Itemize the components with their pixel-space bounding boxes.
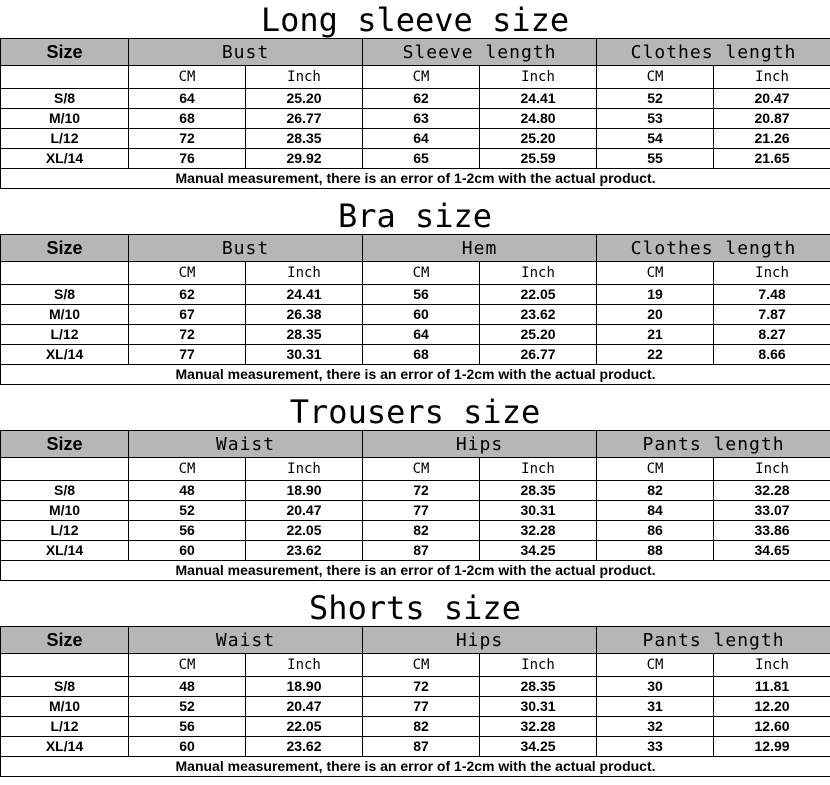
measure-value: 62 — [129, 285, 246, 305]
section-bra-size — [0, 196, 830, 392]
measure-value: 48 — [129, 677, 246, 697]
table-row — [1, 677, 830, 697]
size-column-header: Size — [1, 39, 129, 66]
measure-value: 30 — [597, 677, 714, 697]
measure-value: 72 — [129, 325, 246, 345]
measure-header-waist: Waist — [129, 627, 363, 654]
measure-value: 84 — [597, 501, 714, 521]
unit-inch: Inch — [714, 458, 830, 481]
size-label: L/12 — [1, 521, 129, 541]
section-title: Shorts size — [309, 589, 521, 627]
table-row — [1, 345, 830, 365]
size-table — [0, 430, 830, 581]
measure-value: 64 — [363, 129, 480, 149]
measure-value: 54 — [597, 129, 714, 149]
measure-value: 24.41 — [480, 89, 597, 109]
measure-value: 20.47 — [714, 89, 830, 109]
table-row — [1, 481, 830, 501]
unit-cm: CM — [363, 66, 480, 89]
size-column-header: Size — [1, 627, 129, 654]
unit-inch: Inch — [480, 458, 597, 481]
measure-value: 63 — [363, 109, 480, 129]
measure-value: 24.80 — [480, 109, 597, 129]
table-row — [1, 541, 830, 561]
measurement-note: Manual measurement, there is an error of 1-2cm with the actual product. — [1, 561, 830, 581]
measure-value: 22.05 — [246, 717, 363, 737]
unit-inch: Inch — [480, 66, 597, 89]
table-row — [1, 89, 830, 109]
measure-header-pants-length: Pants length — [597, 431, 830, 458]
measure-value: 77 — [129, 345, 246, 365]
measurement-note: Manual measurement, there is an error of 1-2cm with the actual product. — [1, 757, 830, 777]
measure-value: 29.92 — [246, 149, 363, 169]
unit-inch: Inch — [246, 458, 363, 481]
unit-cm: CM — [597, 66, 714, 89]
measure-value: 23.62 — [246, 737, 363, 757]
unit-cm: CM — [597, 458, 714, 481]
measure-value: 68 — [363, 345, 480, 365]
measure-value: 28.35 — [246, 129, 363, 149]
measure-header-hem: Hem — [363, 235, 597, 262]
measure-value: 12.99 — [714, 737, 830, 757]
size-label: S/8 — [1, 481, 129, 501]
measure-value: 11.81 — [714, 677, 830, 697]
measure-value: 20 — [597, 305, 714, 325]
measure-value: 21.65 — [714, 149, 830, 169]
note-row — [1, 757, 830, 777]
unit-inch: Inch — [714, 262, 830, 285]
measure-value: 21.26 — [714, 129, 830, 149]
measure-value: 32 — [597, 717, 714, 737]
size-label: S/8 — [1, 677, 129, 697]
unit-cm: CM — [129, 262, 246, 285]
measure-value: 12.20 — [714, 697, 830, 717]
units-row — [1, 458, 830, 481]
measure-value: 60 — [129, 737, 246, 757]
measure-value: 34.65 — [714, 541, 830, 561]
measure-value: 20.47 — [246, 697, 363, 717]
measure-value: 28.35 — [480, 677, 597, 697]
measure-value: 31 — [597, 697, 714, 717]
note-row — [1, 365, 830, 385]
unit-cm: CM — [363, 458, 480, 481]
unit-cm: CM — [597, 262, 714, 285]
measure-value: 33 — [597, 737, 714, 757]
size-label: XL/14 — [1, 149, 129, 169]
section-title: Long sleeve size — [260, 1, 570, 39]
unit-inch: Inch — [480, 654, 597, 677]
measure-value: 62 — [363, 89, 480, 109]
measure-value: 72 — [129, 129, 246, 149]
size-label: M/10 — [1, 305, 129, 325]
units-row-blank — [1, 262, 129, 285]
units-row-blank — [1, 654, 129, 677]
measure-value: 7.87 — [714, 305, 830, 325]
measure-header-waist: Waist — [129, 431, 363, 458]
measure-value: 86 — [597, 521, 714, 541]
table-row — [1, 285, 830, 305]
measure-value: 28.35 — [246, 325, 363, 345]
measure-value: 32.28 — [480, 717, 597, 737]
units-row — [1, 654, 830, 677]
table-row — [1, 737, 830, 757]
measure-value: 55 — [597, 149, 714, 169]
measure-value: 32.28 — [480, 521, 597, 541]
unit-inch: Inch — [714, 66, 830, 89]
measure-value: 22.05 — [480, 285, 597, 305]
measure-header-hips: Hips — [363, 627, 597, 654]
table-row — [1, 717, 830, 737]
table-header-row — [1, 39, 830, 66]
unit-inch: Inch — [246, 262, 363, 285]
measure-value: 56 — [129, 521, 246, 541]
measure-value: 87 — [363, 737, 480, 757]
section-trousers-size — [0, 392, 830, 588]
measure-value: 53 — [597, 109, 714, 129]
unit-cm: CM — [129, 654, 246, 677]
measure-value: 19 — [597, 285, 714, 305]
table-row — [1, 325, 830, 345]
measure-value: 8.66 — [714, 345, 830, 365]
table-row — [1, 129, 830, 149]
measure-value: 82 — [597, 481, 714, 501]
measure-header-bust: Bust — [129, 235, 363, 262]
measure-value: 60 — [363, 305, 480, 325]
units-row-blank — [1, 458, 129, 481]
measure-value: 65 — [363, 149, 480, 169]
size-label: M/10 — [1, 697, 129, 717]
table-row — [1, 149, 830, 169]
section-shorts-size — [0, 588, 830, 784]
measure-value: 28.35 — [480, 481, 597, 501]
measure-value: 23.62 — [246, 541, 363, 561]
size-label: XL/14 — [1, 737, 129, 757]
measure-value: 56 — [129, 717, 246, 737]
size-label: S/8 — [1, 89, 129, 109]
measure-value: 24.41 — [246, 285, 363, 305]
measure-value: 18.90 — [246, 677, 363, 697]
measure-value: 72 — [363, 481, 480, 501]
table-header-row — [1, 627, 830, 654]
units-row — [1, 262, 830, 285]
measure-value: 30.31 — [480, 501, 597, 521]
measure-value: 30.31 — [480, 697, 597, 717]
measure-value: 72 — [363, 677, 480, 697]
section-long-sleeve-size — [0, 0, 830, 196]
measure-value: 26.77 — [246, 109, 363, 129]
measure-value: 34.25 — [480, 737, 597, 757]
unit-cm: CM — [129, 458, 246, 481]
measure-header-bust: Bust — [129, 39, 363, 66]
size-column-header: Size — [1, 431, 129, 458]
measure-value: 68 — [129, 109, 246, 129]
measure-header-sleeve-length: Sleeve length — [363, 39, 597, 66]
measure-value: 25.20 — [480, 129, 597, 149]
size-label: XL/14 — [1, 345, 129, 365]
measure-value: 32.28 — [714, 481, 830, 501]
size-label: L/12 — [1, 129, 129, 149]
section-title: Trousers size — [289, 393, 541, 431]
table-row — [1, 109, 830, 129]
size-label: L/12 — [1, 325, 129, 345]
measure-value: 87 — [363, 541, 480, 561]
measure-value: 33.86 — [714, 521, 830, 541]
unit-inch: Inch — [246, 66, 363, 89]
measure-value: 82 — [363, 521, 480, 541]
note-row — [1, 561, 830, 581]
unit-cm: CM — [363, 262, 480, 285]
size-column-header: Size — [1, 235, 129, 262]
measure-header-hips: Hips — [363, 431, 597, 458]
unit-cm: CM — [129, 66, 246, 89]
measure-value: 88 — [597, 541, 714, 561]
measure-value: 7.48 — [714, 285, 830, 305]
measure-value: 30.31 — [246, 345, 363, 365]
units-row-blank — [1, 66, 129, 89]
measure-value: 12.60 — [714, 717, 830, 737]
size-table — [0, 626, 830, 777]
table-header-row — [1, 431, 830, 458]
units-row — [1, 66, 830, 89]
measure-value: 22 — [597, 345, 714, 365]
measure-header-pants-length: Pants length — [597, 627, 830, 654]
table-row — [1, 501, 830, 521]
size-label: XL/14 — [1, 541, 129, 561]
unit-inch: Inch — [714, 654, 830, 677]
measure-value: 77 — [363, 697, 480, 717]
measure-value: 52 — [129, 501, 246, 521]
section-title: Bra size — [337, 197, 493, 235]
measure-value: 26.77 — [480, 345, 597, 365]
measure-value: 67 — [129, 305, 246, 325]
measure-value: 60 — [129, 541, 246, 561]
measure-value: 25.20 — [246, 89, 363, 109]
measure-value: 25.59 — [480, 149, 597, 169]
note-row — [1, 169, 830, 189]
size-label: L/12 — [1, 717, 129, 737]
measure-value: 23.62 — [480, 305, 597, 325]
size-label: S/8 — [1, 285, 129, 305]
unit-inch: Inch — [246, 654, 363, 677]
size-table — [0, 234, 830, 385]
measure-value: 8.27 — [714, 325, 830, 345]
measure-value: 26.38 — [246, 305, 363, 325]
measure-value: 18.90 — [246, 481, 363, 501]
measure-value: 82 — [363, 717, 480, 737]
measure-value: 77 — [363, 501, 480, 521]
table-row — [1, 521, 830, 541]
measure-value: 64 — [363, 325, 480, 345]
table-row — [1, 305, 830, 325]
measurement-note: Manual measurement, there is an error of 1-2cm with the actual product. — [1, 169, 830, 189]
measure-value: 22.05 — [246, 521, 363, 541]
table-header-row — [1, 235, 830, 262]
measure-value: 76 — [129, 149, 246, 169]
measure-value: 52 — [129, 697, 246, 717]
unit-cm: CM — [363, 654, 480, 677]
unit-cm: CM — [597, 654, 714, 677]
measurement-note: Manual measurement, there is an error of 1-2cm with the actual product. — [1, 365, 830, 385]
measure-value: 64 — [129, 89, 246, 109]
table-row — [1, 697, 830, 717]
size-label: M/10 — [1, 501, 129, 521]
unit-inch: Inch — [480, 262, 597, 285]
measure-value: 25.20 — [480, 325, 597, 345]
measure-header-clothes-length: Clothes length — [597, 39, 830, 66]
measure-value: 48 — [129, 481, 246, 501]
measure-header-clothes-length: Clothes length — [597, 235, 830, 262]
measure-value: 21 — [597, 325, 714, 345]
measure-value: 20.87 — [714, 109, 830, 129]
measure-value: 20.47 — [246, 501, 363, 521]
measure-value: 56 — [363, 285, 480, 305]
measure-value: 34.25 — [480, 541, 597, 561]
measure-value: 52 — [597, 89, 714, 109]
measure-value: 33.07 — [714, 501, 830, 521]
size-label: M/10 — [1, 109, 129, 129]
size-table — [0, 38, 830, 189]
